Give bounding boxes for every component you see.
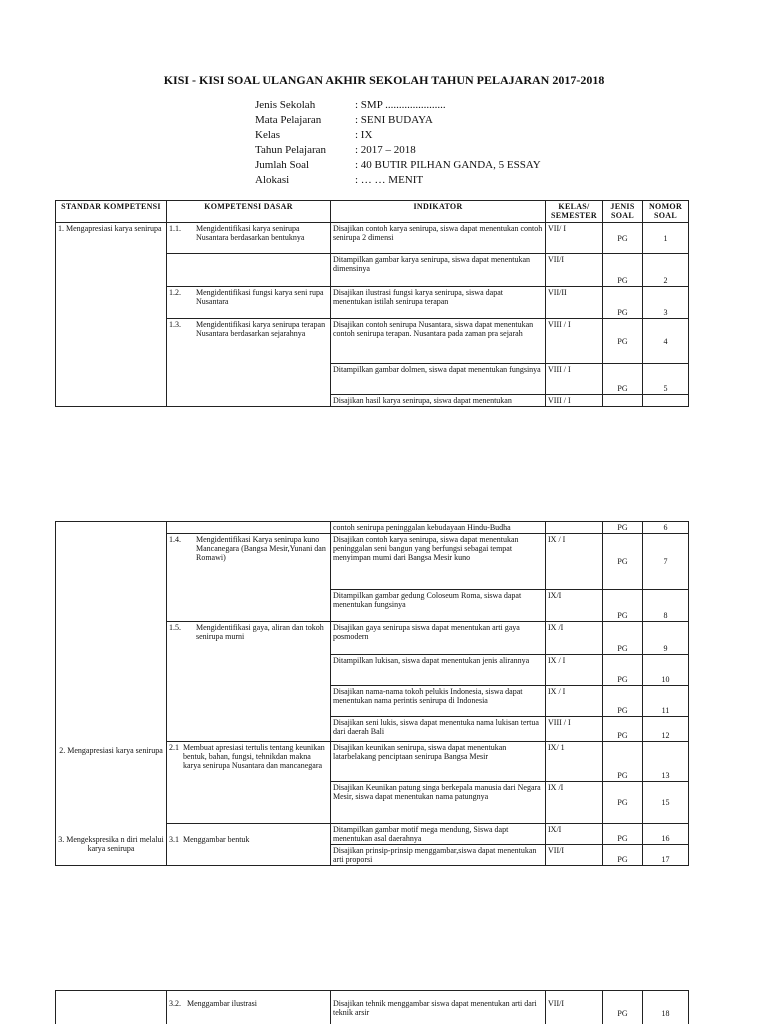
- kelas-cell: [546, 522, 603, 534]
- sk-cell: [56, 782, 167, 824]
- nomor-cell: 17: [643, 845, 689, 866]
- meta-key: Alokasi: [255, 174, 290, 186]
- kd-number: 1.3.: [169, 320, 181, 329]
- nomor-cell: 11: [643, 686, 689, 717]
- kd-text: Mengidentifikasi fungsi karya seni rupa Nusantara: [196, 288, 324, 306]
- sk-cell: [56, 223, 167, 407]
- kd-number: 1.1.: [169, 224, 181, 233]
- indikator-cell: Disajikan hasil karya senirupa, siswa dapat menentukan: [331, 395, 546, 407]
- nomor-cell: 18: [643, 991, 689, 1024]
- kelas-cell: VIII / I: [546, 364, 603, 395]
- indikator-cell: Disajikan ilustrasi fungsi karya senirupa, siswa dapat menentukan istilah senirupa terapan: [331, 287, 546, 319]
- jenis-cell: PG: [603, 717, 643, 742]
- indikator-cell: Disajikan keunikan senirupa, siswa dapat menentukan latarbelakang penciptaan senirupa Bangsa Mesir: [331, 742, 546, 782]
- jenis-cell: PG: [603, 824, 643, 845]
- sk-cell: [56, 991, 167, 1024]
- jenis-cell: PG: [603, 655, 643, 686]
- header-nomor: NOMOR SOAL: [643, 201, 689, 223]
- kelas-cell: VII/ I: [546, 223, 603, 254]
- kd-cell: [167, 395, 331, 407]
- kd-text: Mengidentifikasi Karya senirupa kuno Mancanegara (Bangsa Mesir,Yunani dan Romawi): [196, 535, 326, 562]
- indikator-cell: Disajikan contoh karya senirupa, siswa dapat menentukan peninggalan seni bangun yang berfungsi sebagai tempat menyimpan mumi dari Bangsa Mesir kuno: [331, 534, 546, 590]
- indikator-cell: Disajikan contoh karya senirupa, siswa dapat menentukan contoh senirupa 2 dimensi: [331, 223, 546, 254]
- kelas-cell: IX /I: [546, 782, 603, 824]
- sk-cell: [56, 655, 167, 686]
- nomor-cell: 16: [643, 824, 689, 845]
- kd-cell: [167, 622, 331, 655]
- indikator-cell: Disajikan nama-nama tokoh pelukis Indonesia, siswa dapat menentukan nama perintis senirupa di Indonesia: [331, 686, 546, 717]
- kd-cell: [167, 655, 331, 686]
- kd-text: Menggambar ilustrasi: [187, 999, 257, 1008]
- kd-cell: [167, 717, 331, 742]
- sk-cell: [56, 824, 167, 866]
- nomor-cell: 7: [643, 534, 689, 590]
- jenis-cell: [603, 395, 643, 407]
- indikator-cell: Ditampilkan gambar karya senirupa, siswa dapat menentukan dimensinya: [331, 254, 546, 287]
- indikator-cell: Disajikan tehnik menggambar siswa dapat menentukan arti dari teknik arsir: [331, 991, 546, 1024]
- kelas-cell: VII/I: [546, 845, 603, 866]
- jenis-cell: PG: [603, 686, 643, 717]
- jenis-cell: PG: [603, 782, 643, 824]
- header-jenis: JENIS SOAL: [603, 201, 643, 223]
- jenis-cell: PG: [603, 223, 643, 254]
- jenis-cell: PG: [603, 845, 643, 866]
- kelas-cell: VII/I: [546, 254, 603, 287]
- jenis-cell: PG: [603, 742, 643, 782]
- header-kd: KOMPETENSI DASAR: [167, 201, 331, 223]
- kd-cell: [167, 364, 331, 395]
- kd-text: Mengidentifikasi karya senirupa Nusantara berdasarkan bentuknya: [196, 224, 305, 242]
- meta-key: Kelas: [255, 129, 281, 141]
- kelas-cell: IX/I: [546, 590, 603, 622]
- kd-cell: [167, 287, 331, 319]
- kelas-cell: VIII / I: [546, 319, 603, 364]
- jenis-cell: PG: [603, 590, 643, 622]
- sk-cell: [56, 686, 167, 717]
- kelas-cell: IX / I: [546, 686, 603, 717]
- kd-text: Menggambar bentuk: [183, 835, 250, 844]
- sk-text: 2. Mengapresiasi karya senirupa: [59, 745, 163, 755]
- sk-text: 3. Mengekspresika n diri melalui karya senirupa: [58, 834, 164, 853]
- indikator-cell: Ditampilkan gambar dolmen, siswa dapat menentukan fungsinya: [331, 364, 546, 395]
- indikator-cell: Disajikan contoh senirupa Nusantara, siswa dapat menentukan contoh senirupa terapan. Nusantara pada zaman pra sejarah: [331, 319, 546, 364]
- nomor-cell: 2: [643, 254, 689, 287]
- indikator-cell: Ditampilkan gambar gedung Coloseum Roma, siswa dapat menentukan fungsinya: [331, 590, 546, 622]
- indikator-cell: Disajikan seni lukis, siswa dapat menentuka nama lukisan tertua dari daerah Bali: [331, 717, 546, 742]
- kd-cell: [167, 782, 331, 824]
- kd-number: 3.1: [169, 835, 179, 844]
- indikator-cell: Disajikan prinsip-prinsip menggambar,siswa dapat menentukan arti proporsi: [331, 845, 546, 866]
- nomor-cell: 10: [643, 655, 689, 686]
- kd-number: 3.2.: [169, 999, 181, 1008]
- meta-value: : IX: [355, 129, 373, 141]
- kd-number: 1.5.: [169, 623, 181, 632]
- meta-value: : SMP ......................: [355, 99, 446, 111]
- sk-cell: [56, 742, 167, 782]
- indikator-cell: Disajikan Keunikan patung singa berkepala manusia dari Negara Mesir, siswa dapat menentukan nama patungnya: [331, 782, 546, 824]
- sk-cell: [56, 622, 167, 655]
- header-sk: STANDAR KOMPETENSI: [56, 201, 167, 223]
- jenis-cell: PG: [603, 254, 643, 287]
- grid-table-1: [55, 200, 689, 407]
- document-title: KISI - KISI SOAL ULANGAN AKHIR SEKOLAH TAHUN PELAJARAN 2017-2018: [163, 73, 605, 87]
- nomor-cell: 5: [643, 364, 689, 395]
- kd-cell: [167, 254, 331, 287]
- meta-value: : SENI BUDAYA: [355, 114, 433, 126]
- nomor-cell: [643, 395, 689, 407]
- meta-key: Jumlah Soal: [255, 159, 310, 171]
- kelas-cell: IX / I: [546, 534, 603, 590]
- kelas-cell: VII/II: [546, 287, 603, 319]
- kd-cell: [167, 824, 331, 866]
- jenis-cell: PG: [603, 364, 643, 395]
- kd-cell: [167, 590, 331, 622]
- sk-cell: [56, 534, 167, 590]
- nomor-cell: 12: [643, 717, 689, 742]
- kelas-cell: IX /I: [546, 622, 603, 655]
- kd-number: 1.2.: [169, 288, 181, 297]
- kd-cell: [167, 742, 331, 782]
- kd-cell: [167, 991, 331, 1024]
- meta-value: : 2017 – 2018: [355, 144, 416, 156]
- kelas-cell: VII/I: [546, 991, 603, 1024]
- kd-text: Mengidentifikasi gaya, aliran dan tokoh senirupa murni: [196, 623, 324, 641]
- meta-value: : … … MENIT: [355, 174, 424, 186]
- nomor-cell: 15: [643, 782, 689, 824]
- kelas-cell: VIII / I: [546, 395, 603, 407]
- jenis-cell: PG: [603, 319, 643, 364]
- indikator-cell: contoh senirupa peninggalan kebudayaan Hindu-Budha: [331, 522, 546, 534]
- sk-text: 1. Mengapresiasi karya senirupa: [58, 224, 162, 233]
- header-kelas: KELAS/ SEMESTER: [546, 201, 603, 223]
- kelas-cell: VIII / I: [546, 717, 603, 742]
- kd-number: 2.1: [169, 743, 179, 752]
- kelas-cell: IX/ 1: [546, 742, 603, 782]
- kd-cell: [167, 522, 331, 534]
- jenis-cell: PG: [603, 287, 643, 319]
- kd-text: Mengidentifikasi karya senirupa terapan Nusantara berdasarkan sejarahnya: [196, 320, 326, 338]
- nomor-cell: 6: [643, 522, 689, 534]
- meta-value: : 40 BUTIR PILHAN GANDA, 5 ESSAY: [355, 159, 541, 171]
- kd-cell: [167, 223, 331, 254]
- jenis-cell: PG: [603, 522, 643, 534]
- kelas-cell: IX / I: [546, 655, 603, 686]
- document-meta: [255, 98, 541, 188]
- grid-table-3: [55, 990, 689, 1024]
- kd-cell: [167, 686, 331, 717]
- nomor-cell: 1: [643, 223, 689, 254]
- meta-key: Mata Pelajaran: [255, 114, 322, 126]
- jenis-cell: PG: [603, 991, 643, 1024]
- sk-cell: [56, 717, 167, 742]
- header-indikator: INDIKATOR: [331, 201, 546, 223]
- sk-cell: [56, 522, 167, 534]
- jenis-cell: PG: [603, 622, 643, 655]
- indikator-cell: Ditampilkan lukisan, siswa dapat menentukan jenis alirannya: [331, 655, 546, 686]
- nomor-cell: 9: [643, 622, 689, 655]
- meta-key: Tahun Pelajaran: [255, 144, 327, 156]
- jenis-cell: PG: [603, 534, 643, 590]
- grid-table-2: [55, 521, 689, 866]
- kd-number: 1.4.: [169, 535, 181, 544]
- kelas-cell: IX/I: [546, 824, 603, 845]
- nomor-cell: 8: [643, 590, 689, 622]
- nomor-cell: 13: [643, 742, 689, 782]
- kd-text: Membuat apresiasi tertulis tentang keunikan bentuk, bahan, fungsi, tehnikdan makna karya senirupa Nusantara dan mancanegara: [183, 743, 325, 770]
- kd-cell: [167, 319, 331, 364]
- meta-key: Jenis Sekolah: [255, 99, 316, 111]
- kd-cell: [167, 534, 331, 590]
- nomor-cell: 3: [643, 287, 689, 319]
- indikator-cell: Ditampilkan gambar motif mega mendung, Siswa dapt menentukan asal daerahnya: [331, 824, 546, 845]
- nomor-cell: 4: [643, 319, 689, 364]
- indikator-cell: Disajikan gaya senirupa siswa dapat menentukan arti gaya posmodern: [331, 622, 546, 655]
- sk-cell: [56, 590, 167, 622]
